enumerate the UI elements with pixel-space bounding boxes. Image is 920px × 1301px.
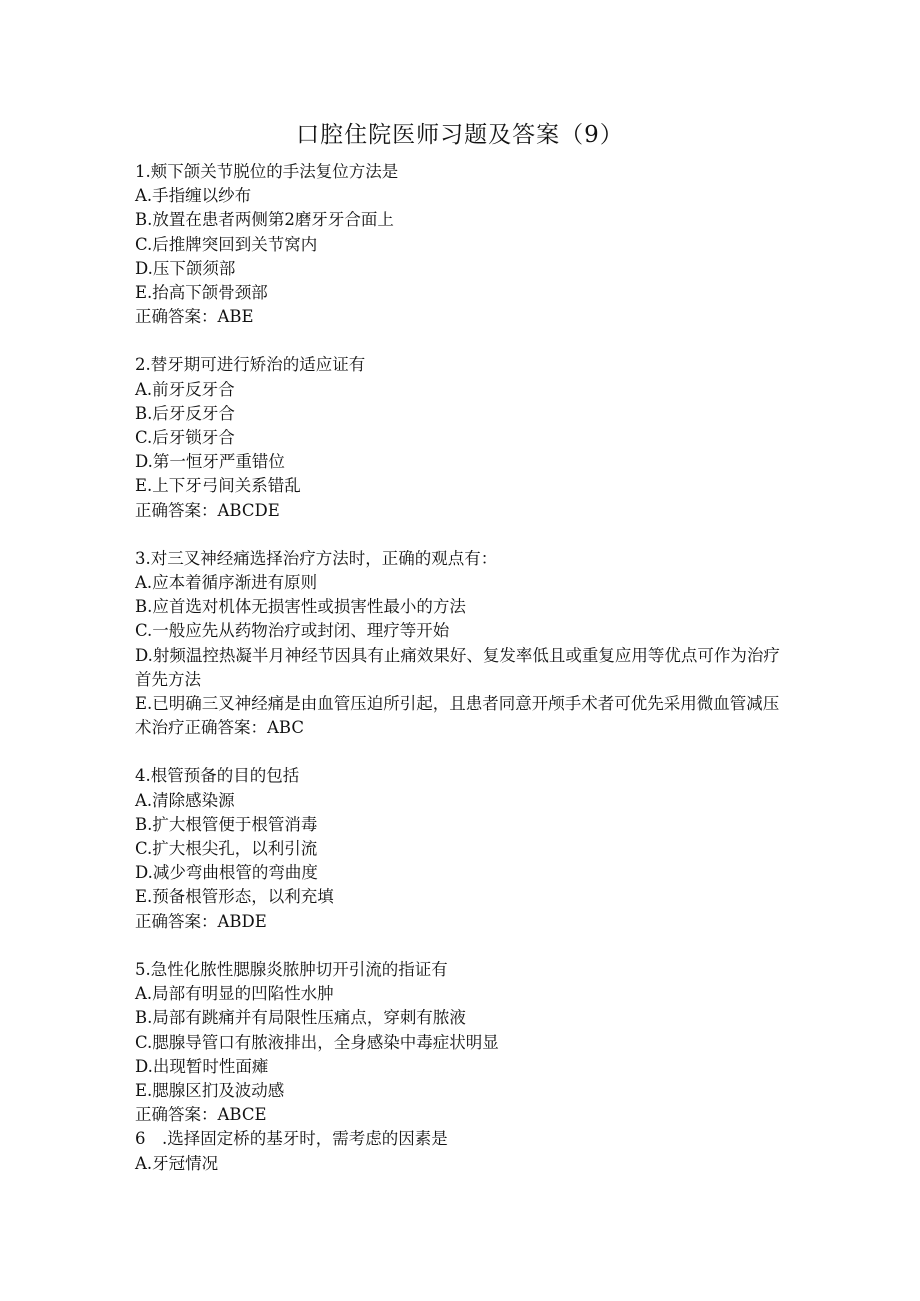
option-a: A.应本着循序渐进有原则	[135, 573, 318, 593]
question-stem: 4.根管预备的目的包括	[135, 766, 300, 786]
option-b: B.放置在患者两侧第2磨牙牙合面上	[135, 210, 394, 230]
option-b: B.局部有跳痛并有局限性压痛点，穿刺有脓液	[135, 1008, 466, 1028]
correct-answer: 正确答案：ABE	[135, 307, 254, 327]
option-b: B.扩大根管便于根管消毒	[135, 814, 318, 834]
question-block	[135, 547, 795, 741]
option-b: B.应首选对机体无损害性或损害性最小的方法	[135, 597, 466, 617]
option-b: B.后牙反牙合	[135, 403, 235, 423]
option-c: C.后推牌突回到关节窝内	[135, 234, 318, 254]
option-d: D.第一恒牙严重错位	[135, 452, 285, 472]
option-e: E.已明确三叉神经痛是由血管压迫所引起，且患者同意开颅手术者可优先采用微血管减压术治疗正确答案：ABC	[135, 694, 780, 738]
option-a: A.手指缠以纱布	[135, 186, 252, 206]
question-stem: 1.颊下颌关节脱位的手法复位方法是	[135, 162, 399, 181]
question-block	[135, 1127, 795, 1175]
question-block	[135, 160, 795, 329]
question-stem: 6 .选择固定桥的基牙时，需考虑的因素是	[135, 1129, 448, 1149]
question-block	[135, 764, 795, 933]
option-a: A.清除感染源	[135, 790, 235, 810]
option-e: E.抬高下颌骨颈部	[135, 283, 268, 303]
option-a: A.牙冠情况	[135, 1153, 219, 1173]
document-title: 口腔住院医师习题及答案（9）	[296, 122, 624, 148]
correct-answer: 正确答案：ABCE	[135, 1105, 267, 1125]
question-stem: 5.急性化脓性腮腺炎脓肿切开引流的指证有	[135, 959, 448, 979]
correct-answer: 正确答案：ABDE	[135, 911, 267, 931]
option-c: C.腮腺导管口有脓液排出，全身感染中毒症状明显	[135, 1032, 499, 1052]
option-e: E.腮腺区扪及波动感	[135, 1080, 285, 1100]
correct-answer: 正确答案：ABCDE	[135, 500, 280, 520]
option-a: A.局部有明显的凹陷性水肿	[135, 984, 334, 1004]
option-c: C.扩大根尖孔，以利引流	[135, 839, 318, 859]
question-list	[135, 160, 795, 1176]
option-d: D.出现暂时性面瘫	[135, 1056, 269, 1076]
question-block	[135, 958, 795, 1127]
option-e: E.上下牙弓间关系错乱	[135, 476, 301, 496]
question-block	[135, 353, 795, 522]
option-d: D.减少弯曲根管的弯曲度	[135, 863, 318, 883]
option-e: E.预备根管形态，以利充填	[135, 887, 334, 907]
option-a: A.前牙反牙合	[135, 379, 235, 399]
question-stem: 2.替牙期可进行矫治的适应证有	[135, 355, 366, 375]
option-d: D.射频温控热凝半月神经节因具有止痛效果好、复发率低且或重复应用等优点可作为治疗首先方法	[135, 645, 780, 689]
option-c: C.后牙锁牙合	[135, 428, 235, 448]
option-d: D.压下颌须部	[135, 258, 236, 278]
question-stem: 3.对三叉神经痛选择治疗方法时，正确的观点有：	[135, 548, 498, 568]
option-c: C.一般应先从药物治疗或封闭、理疗等开始	[135, 621, 450, 641]
